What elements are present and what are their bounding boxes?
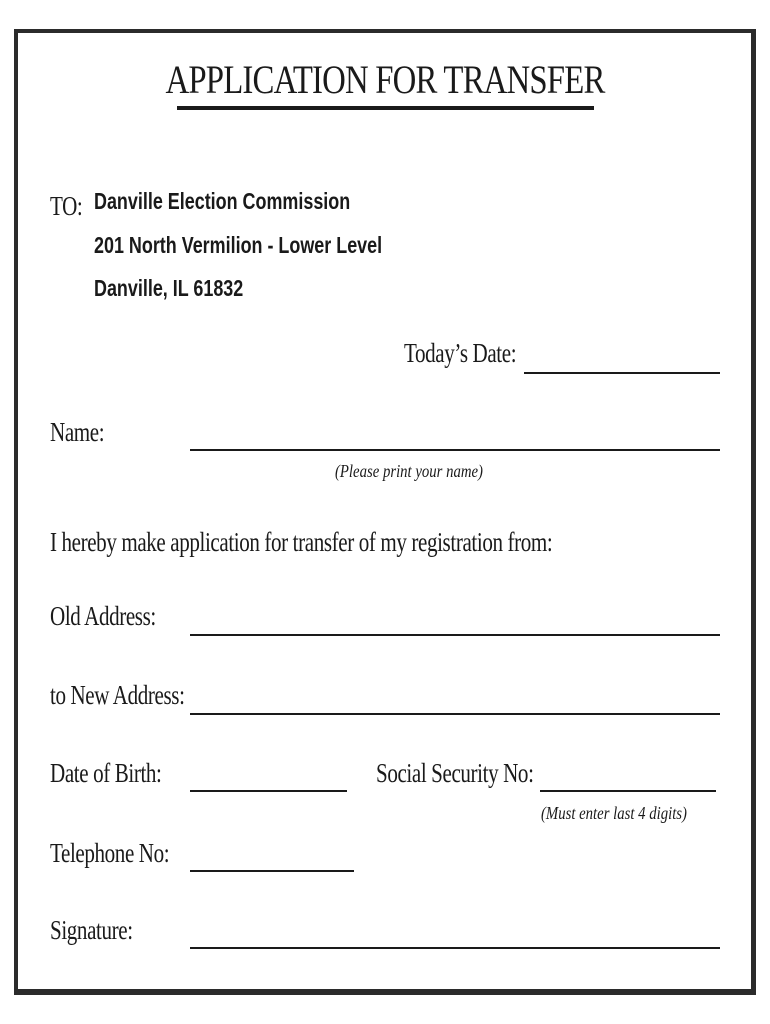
ssn-hint: (Must enter last 4 digits) bbox=[541, 803, 687, 823]
name-field[interactable] bbox=[190, 449, 720, 451]
signature-field[interactable] bbox=[190, 947, 720, 949]
transfer-statement: I hereby make application for transfer of my registration from: bbox=[50, 527, 553, 557]
dob-label: Date of Birth: bbox=[50, 758, 162, 788]
recipient-name: Danville Election Commission bbox=[94, 188, 351, 214]
recipient-city: Danville, IL 61832 bbox=[94, 275, 244, 301]
ssn-label: Social Security No: bbox=[376, 758, 534, 788]
to-label: TO: bbox=[50, 191, 83, 221]
phone-field[interactable] bbox=[190, 870, 354, 872]
name-label: Name: bbox=[50, 417, 105, 447]
recipient-street: 201 North Vermilion - Lower Level bbox=[94, 232, 383, 258]
new-address-field[interactable] bbox=[190, 713, 720, 715]
new-address-label: to New Address: bbox=[50, 680, 185, 710]
signature-label: Signature: bbox=[50, 915, 133, 945]
name-hint: (Please print your name) bbox=[335, 461, 483, 481]
todays-date-label: Today’s Date: bbox=[404, 338, 517, 368]
title-underline bbox=[177, 106, 594, 110]
todays-date-field[interactable] bbox=[524, 372, 720, 374]
phone-label: Telephone No: bbox=[50, 838, 170, 868]
old-address-field[interactable] bbox=[190, 634, 720, 636]
dob-field[interactable] bbox=[190, 790, 347, 792]
old-address-label: Old Address: bbox=[50, 601, 156, 631]
form-title: APPLICATION FOR TRANSFER bbox=[165, 57, 605, 102]
ssn-field[interactable] bbox=[540, 790, 716, 792]
